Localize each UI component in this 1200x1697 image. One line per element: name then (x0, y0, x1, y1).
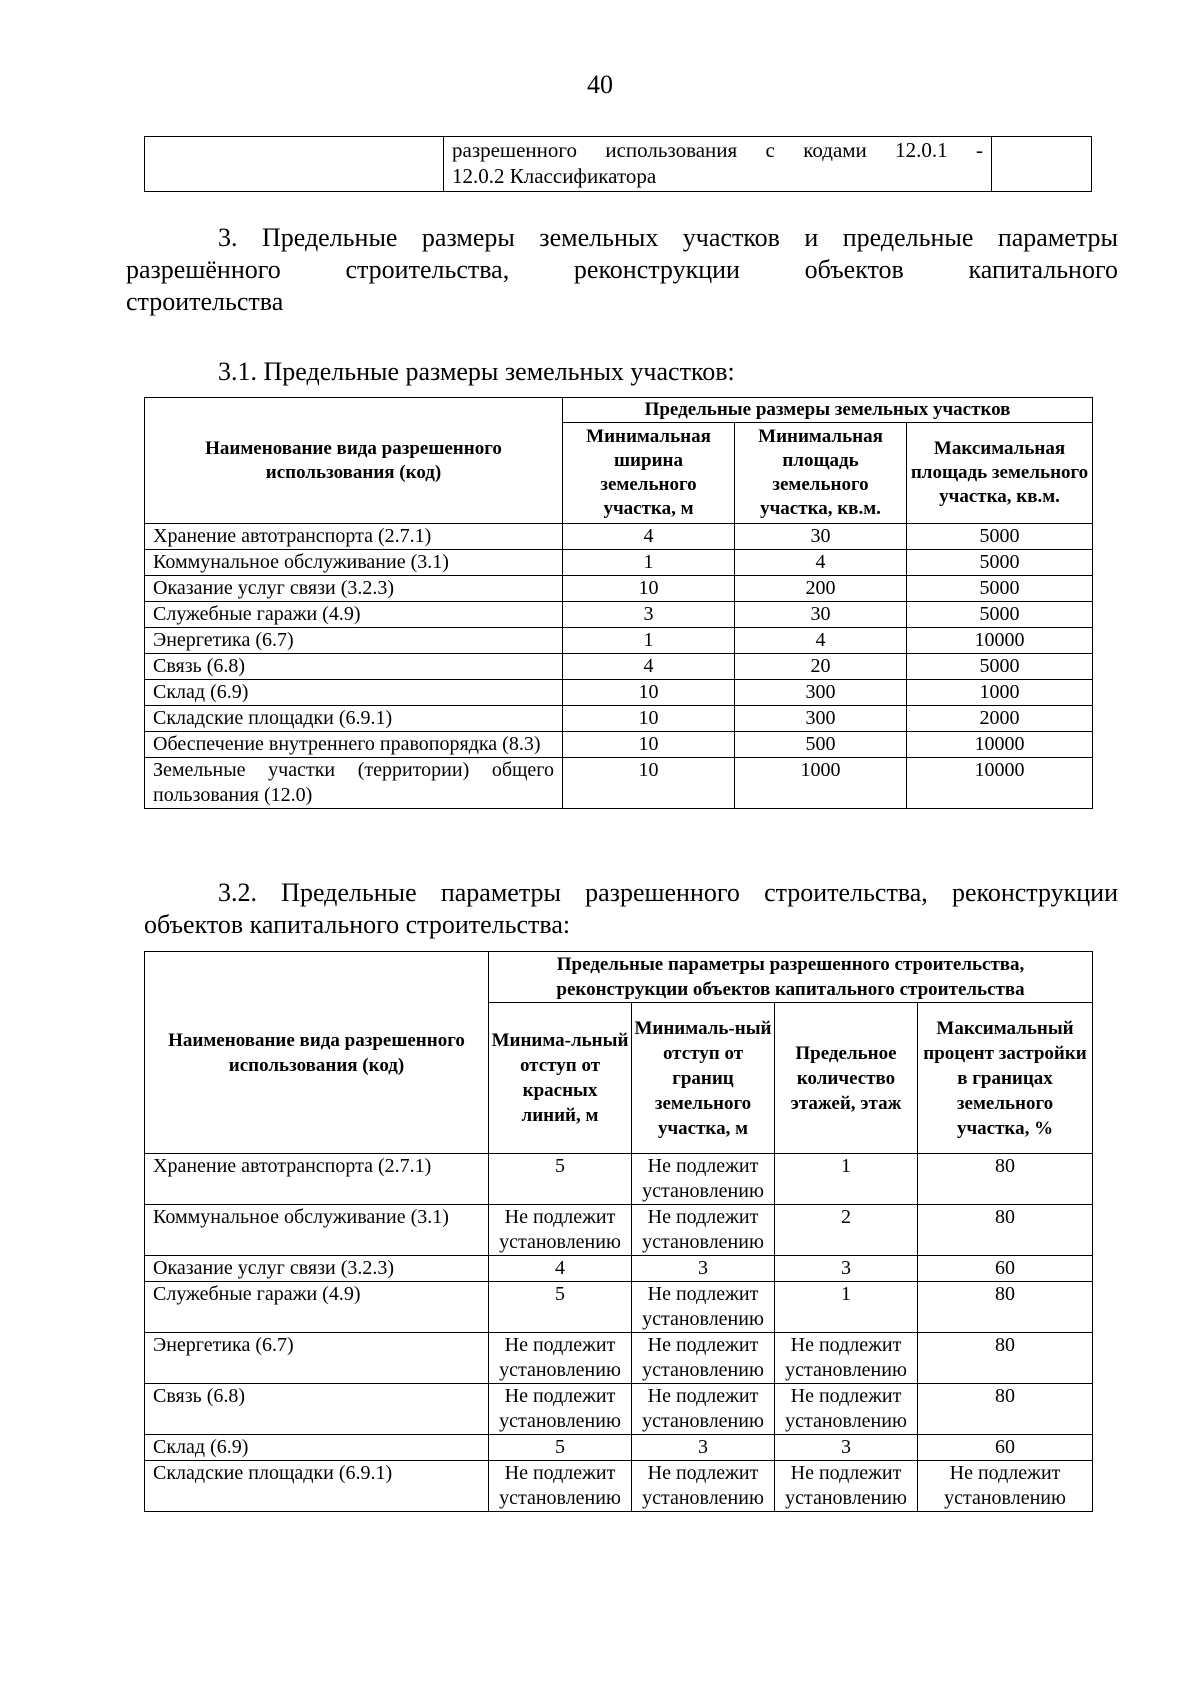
heading-line: 3.2. Предельные параметры разрешенного строительства, реконструкции (218, 878, 1118, 907)
value-cell: 5000 (907, 576, 1093, 602)
value-cell: 1 (563, 628, 735, 654)
value-cell: 4 (489, 1256, 632, 1282)
value-cell: 80 (918, 1205, 1093, 1256)
page-number: 40 (587, 70, 613, 99)
value-cell: Не подлежит установлению (632, 1461, 775, 1512)
table-row (145, 1256, 1093, 1282)
row-name-cell: Связь (6.8) (145, 1384, 489, 1435)
value-cell: Не подлежит установлению (775, 1384, 918, 1435)
table-row (145, 706, 1093, 732)
row-name-cell: Служебные гаражи (4.9) (145, 602, 563, 628)
row-name-cell: Энергетика (6.7) (145, 628, 563, 654)
value-cell: 10 (563, 758, 735, 809)
row-name-cell: Складские площадки (6.9.1) (145, 1461, 489, 1512)
value-cell: 60 (918, 1435, 1093, 1461)
row-name-cell: Оказание услуг связи (3.2.3) (145, 576, 563, 602)
value-cell: 20 (735, 654, 907, 680)
value-cell: Не подлежит установлению (775, 1461, 918, 1512)
value-cell: 500 (735, 732, 907, 758)
value-cell: 1 (775, 1282, 918, 1333)
table-row (145, 628, 1093, 654)
table-row (145, 758, 1093, 809)
section-3-1-heading: 3.1. Предельные размеры земельных участков: (218, 357, 735, 386)
value-cell: Не подлежит установлению (775, 1333, 918, 1384)
table-row (145, 1333, 1093, 1384)
value-cell: Не подлежит установлению (918, 1461, 1093, 1512)
value-cell: Не подлежит установлению (489, 1384, 632, 1435)
value-cell: 10000 (907, 732, 1093, 758)
value-cell: 80 (918, 1333, 1093, 1384)
value-cell: 1000 (907, 680, 1093, 706)
row-name-cell: Служебные гаражи (4.9) (145, 1282, 489, 1333)
value-cell: Не подлежит установлению (489, 1333, 632, 1384)
column-header: Минималь-ный отступ от границ земельного участка, м (632, 1003, 775, 1154)
row-name-cell: Обеспечение внутреннего правопорядка (8.3) (145, 732, 563, 758)
heading-line: разрешённого строительства, реконструкции объектов капитального (126, 255, 1118, 284)
table-row (145, 550, 1093, 576)
section-3-2-heading (144, 877, 1118, 941)
row-name-cell: Энергетика (6.7) (145, 1333, 489, 1384)
table-row (145, 680, 1093, 706)
table-row (145, 524, 1093, 550)
value-cell: 1 (775, 1154, 918, 1205)
value-cell: 3 (563, 602, 735, 628)
table-row (145, 602, 1093, 628)
value-cell: Не подлежит установлению (632, 1282, 775, 1333)
value-cell: 4 (563, 654, 735, 680)
column-header: Минимальная ширина земельного участка, м (563, 423, 735, 524)
row-name-cell: Земельные участки (территории) общего пользования (12.0) (145, 758, 563, 809)
value-cell: 300 (735, 706, 907, 732)
table-row (145, 1154, 1093, 1205)
value-cell: 4 (735, 550, 907, 576)
value-cell: 5000 (907, 550, 1093, 576)
value-cell: 5000 (907, 524, 1093, 550)
row-name-cell: Хранение автотранспорта (2.7.1) (145, 524, 563, 550)
value-cell: 5000 (907, 602, 1093, 628)
column-header: Минима-льный отступ от красных линий, м (489, 1003, 632, 1154)
table-row (145, 732, 1093, 758)
value-cell: 60 (918, 1256, 1093, 1282)
value-cell: 5000 (907, 654, 1093, 680)
value-cell: 10 (563, 732, 735, 758)
value-cell: 30 (735, 602, 907, 628)
table-row (145, 576, 1093, 602)
value-cell: 3 (632, 1256, 775, 1282)
column-header: Предельное количество этажей, этаж (775, 1003, 918, 1154)
value-cell: 10 (563, 576, 735, 602)
table-cell (444, 137, 992, 192)
table-body (145, 524, 1093, 809)
value-cell: 200 (735, 576, 907, 602)
value-cell: 2000 (907, 706, 1093, 732)
value-cell: 300 (735, 680, 907, 706)
row-name-cell: Хранение автотранспорта (2.7.1) (145, 1154, 489, 1205)
value-cell: 4 (735, 628, 907, 654)
cell-line: разрешенного использования с кодами 12.0.1 - (452, 138, 983, 162)
table-row (145, 1205, 1093, 1256)
section-3-heading (126, 222, 1118, 318)
table-header-row (145, 398, 1093, 423)
continuation-table (144, 136, 1092, 192)
heading-line: объектов капитального строительства: (144, 910, 571, 939)
table-header-row (145, 952, 1093, 1003)
value-cell: 5 (489, 1282, 632, 1333)
column-header-name: Наименование вида разрешенного использования (код) (145, 398, 563, 524)
heading-line: строительства (126, 287, 284, 316)
value-cell: Не подлежит установлению (632, 1333, 775, 1384)
land-plot-size-table (144, 397, 1093, 809)
row-name-cell: Связь (6.8) (145, 654, 563, 680)
value-cell: 1000 (735, 758, 907, 809)
table-cell-empty (992, 137, 1092, 192)
value-cell: 10000 (907, 758, 1093, 809)
column-header-group: Предельные размеры земельных участков (563, 398, 1093, 423)
value-cell: 2 (775, 1205, 918, 1256)
table-row (145, 1461, 1093, 1512)
value-cell: Не подлежит установлению (489, 1461, 632, 1512)
value-cell: 5 (489, 1154, 632, 1205)
column-header: Минимальная площадь земельного участка, кв.м. (735, 423, 907, 524)
value-cell: 3 (632, 1435, 775, 1461)
value-cell: 80 (918, 1282, 1093, 1333)
table-row (145, 137, 1092, 192)
column-header-group: Предельные параметры разрешенного строительства, реконструкции объектов капитального строительства (489, 952, 1093, 1003)
value-cell: 10 (563, 680, 735, 706)
column-header: Максимальный процент застройки в границах земельного участка, % (918, 1003, 1093, 1154)
row-name-cell: Склад (6.9) (145, 680, 563, 706)
value-cell: 3 (775, 1256, 918, 1282)
value-cell: 10000 (907, 628, 1093, 654)
table-row (145, 1435, 1093, 1461)
value-cell: Не подлежит установлению (632, 1154, 775, 1205)
value-cell: 4 (563, 524, 735, 550)
table-row (145, 654, 1093, 680)
value-cell: 80 (918, 1154, 1093, 1205)
value-cell: 1 (563, 550, 735, 576)
row-name-cell: Склад (6.9) (145, 1435, 489, 1461)
value-cell: 30 (735, 524, 907, 550)
value-cell: Не подлежит установлению (632, 1384, 775, 1435)
value-cell: 3 (775, 1435, 918, 1461)
column-header-name: Наименование вида разрешенного использования (код) (145, 952, 489, 1154)
row-name-cell: Складские площадки (6.9.1) (145, 706, 563, 732)
row-name-cell: Коммунальное обслуживание (3.1) (145, 1205, 489, 1256)
column-header: Максимальная площадь земельного участка, кв.м. (907, 423, 1093, 524)
table-row (145, 1384, 1093, 1435)
row-name-cell: Коммунальное обслуживание (3.1) (145, 550, 563, 576)
value-cell: 10 (563, 706, 735, 732)
table-row (145, 1282, 1093, 1333)
value-cell: 5 (489, 1435, 632, 1461)
value-cell: Не подлежит установлению (632, 1205, 775, 1256)
construction-parameters-table (144, 951, 1093, 1512)
value-cell: 80 (918, 1384, 1093, 1435)
value-cell: Не подлежит установлению (489, 1205, 632, 1256)
table-cell-empty (145, 137, 444, 192)
table-body (145, 1154, 1093, 1512)
row-name-cell: Оказание услуг связи (3.2.3) (145, 1256, 489, 1282)
heading-line: 3. Предельные размеры земельных участков и предельные параметры (218, 223, 1118, 252)
cell-line: 12.0.2 Классификатора (452, 164, 657, 188)
